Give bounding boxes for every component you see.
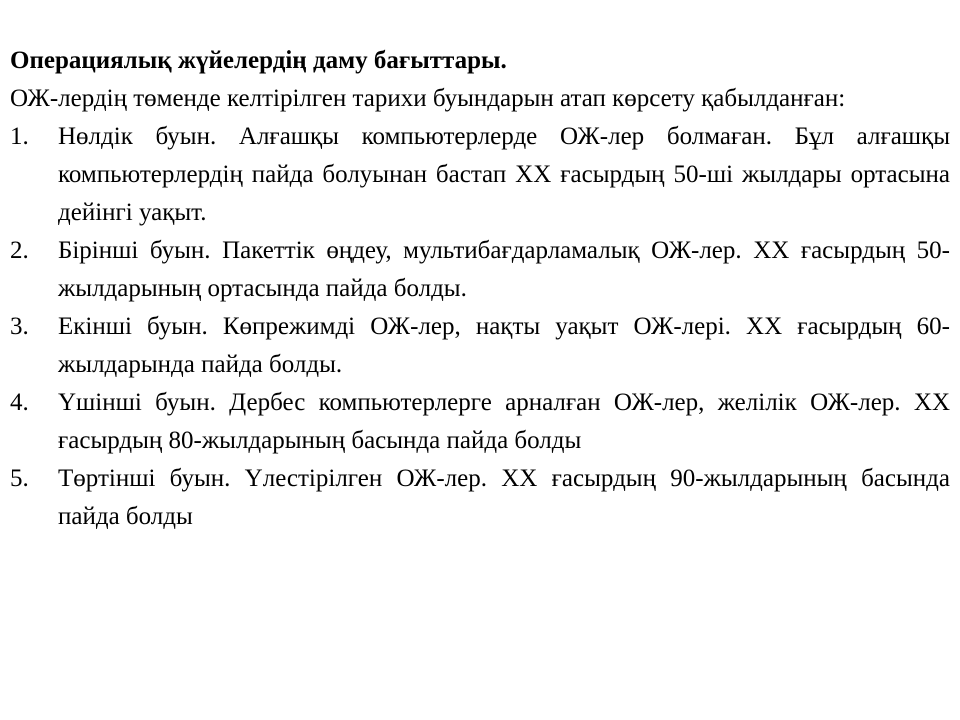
list-item <box>10 460 950 536</box>
list-item-text: Бірінші буын. Пакеттік өңдеу, мультибағдарламалық ОЖ-лер. XX ғасырдың 50-жылдарының ортасында пайда болды. <box>58 237 950 302</box>
list-item <box>10 232 950 308</box>
slide-title: Операциялық жүйелердің даму бағыттары. <box>10 47 507 74</box>
list-item-text: Нөлдік буын. Алғашқы компьютерлерде ОЖ-лер болмаған. Бұл алғашқы компьютерлердің пайда болуынан бастап XX ғасырдың 50-ші жылдары ортасына дейінгі уақыт. <box>58 123 950 226</box>
list-item <box>10 384 950 460</box>
list-item-text: Екінші буын. Көпрежимді ОЖ-лер, нақты уақыт ОЖ-лері. XX ғасырдың 60-жылдарында пайда болды. <box>58 313 950 378</box>
generation-list <box>10 118 950 536</box>
list-item-text: Үшінші буын. Дербес компьютерлерге арналған ОЖ-лер, желілік ОЖ-лер. XX ғасырдың 80-жылдарының басында пайда болды <box>58 389 950 454</box>
list-item-number: 2. <box>10 237 29 264</box>
list-item <box>10 308 950 384</box>
list-item-number: 5. <box>10 465 29 492</box>
intro-paragraph: ОЖ-лердің төменде келтірілген тарихи буындарын атап көрсету қабылданған: <box>10 85 846 112</box>
list-item-text: Төртінші буын. Үлестірілген ОЖ-лер. XX ғасырдың 90-жылдарының басында пайда болды <box>58 465 950 530</box>
list-item <box>10 118 950 232</box>
list-item-number: 4. <box>10 389 29 416</box>
list-item-number: 3. <box>10 313 29 340</box>
list-item-number: 1. <box>10 123 29 150</box>
